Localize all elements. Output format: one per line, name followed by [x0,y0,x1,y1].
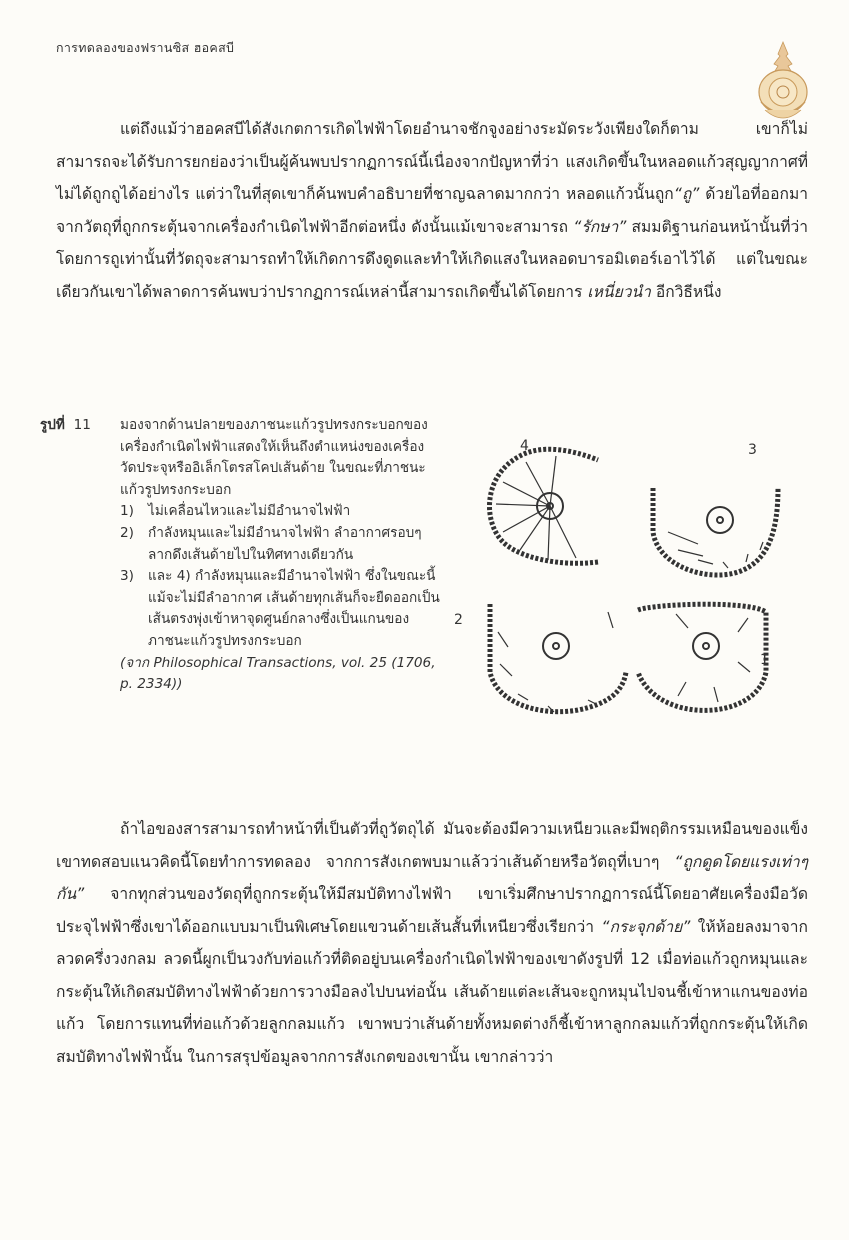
figure-label-4: 4 [520,438,529,454]
caption-item: 3) และ 4) กำลังหมุนและมีอำนาจไฟฟ้า ซึ่งในขณะนี้แม้จะไม่มีลำอากาศ เส้นด้ายทุกเส้นก็จะยืดออกเป็นเส้นตรงพุ่งเข้าหาจุดศูนย์กลางซึ่งเป็นแกนของภาชนะแก้วรูปทรงกระบอก [120,568,440,649]
emphasis-rub: “ถู” [673,185,700,203]
emphasis-induction: เหนี่ยวนำ [587,282,651,301]
caption-number: 11 [73,417,91,433]
figure-electroscope-diagram [448,432,808,732]
figure-label-1: 1 [760,652,769,668]
figure-label-2: 2 [454,612,463,628]
emphasis-thread-tuft: “กระจุกด้าย” [601,917,691,936]
university-seal-logo [752,40,814,122]
running-header: การทดลองของฟรานซิส ฮอคสบี [56,40,235,55]
figure-label-3: 3 [748,442,757,458]
figure-caption [40,415,440,696]
emphasis-keep: “รักษา” [573,217,627,236]
paragraph-1: แต่ถึงแม้ว่าฮอคสบีได้สังเกตการเกิดไฟฟ้าโดยอำนาจชักจูงอย่างระมัดระวังเพียงใดก็ตาม เขาก็ไม่สามารถจะได้รับการยกย่องว่าเป็นผู้ค้นพบปรากฏการณ์นี้เนื่องจากปัญหาที่ว่า แสงเกิดขึ้นในหลอดแก้วสุญญากาศที่ไม่ได้ถูกถูได้อย่างไร แต่ว่าในที่สุดเขาก็ค้นพบคำอธิบายที่ชาญฉลาดมากกว่า หลอดแก้วนั้นถูก“ถู” ด้วยไอที่ออกมาจากวัตถุที่ถูกกระตุ้นจากเครื่องกำเนิดไฟฟ้าอีกต่อหนึ่ง ดังนั้นแม้เขาจะสามารถ “รักษา” สมมติฐานก่อนหน้านั้นที่ว่า โดยการถูเท่านั้นที่วัตถุจะสามารถทำให้เกิดการดึงดูดและทำให้เกิดแสงในหลอดบารอมิเตอร์เอาไว้ได้ แต่ในขณะเดียวกันเขาได้พลาดการค้นพบว่าปรากฏการณ์เหล่านี้สามารถเกิดขึ้นได้โดยการ เหนี่ยวนำ อีกวิธีหนึ่ง [56,120,808,301]
caption-item: 2) กำลังหมุนและไม่มีอำนาจไฟฟ้า ลำอากาศรอบๆลากดึงเส้นด้ายไปในทิศทางเดียวกัน [120,524,422,563]
caption-label: รูปที่ [40,417,65,433]
emphasis-attracted-equally: “ถูกดูดโดยแรงเท่าๆกัน” [56,852,808,903]
caption-item: 1) ไม่เคลื่อนไหวและไม่มีอำนาจไฟฟ้า [120,503,351,520]
figure-drawing [448,432,808,732]
paragraph-2: ถ้าไอของสารสามารถทำหน้าที่เป็นตัวที่ถูวัตถุได้ มันจะต้องมีความเหนียวและมีพฤติกรรมเหมือนของแข็ง เขาทดสอบแนวคิดนี้โดยทำการทดลอง จากการสังเกตพบมาแล้วว่าเส้นด้ายหรือวัตถุที่เบาๆ “ถูกดูดโดยแรงเท่าๆกัน” จากทุกส่วนของวัตถุที่ถูกกระตุ้นให้มีสมบัติทางไฟฟ้า เขาเริ่มศึกษาปรากฏการณ์นี้โดยอาศัยเครื่องมือวัดประจุไฟฟ้าซึ่งเขาได้ออกแบบมาเป็นพิเศษโดยแขวนด้ายเส้นสั้นที่เหนียวซึ่งเรียกว่า “กระจุกด้าย” ให้ห้อยลงมาจากลวดครึ่งวงกลม ลวดนี้ผูกเป็นวงกับท่อแก้วที่ติดอยู่บนเครื่องกำเนิดไฟฟ้าของเขาดังรูปที่ 12 เมื่อท่อแก้วถูกหมุนและกระตุ้นให้เกิดสมบัติทางไฟฟ้าด้วยการวางมือลงไปบนท่อนั้น เส้นด้ายแต่ละเส้นจะถูกหมุนไปจนชี้เข้าหาแกนของท่อแก้ว โดยการแทนที่ท่อแก้วด้วยลูกกลมแก้ว เขาพบว่าเส้นด้ายทั้งหมดต่างก็ชี้เข้าหาลูกกลมแก้วที่ถูกกระตุ้นให้เกิดสมบัติทางไฟฟ้านั้น ในการสรุปข้อมูลจากการสังเกตของเขานั้น เขากล่าวว่า [56,820,808,1066]
caption-source: (จาก Philosophical Transactions, vol. 25 (1706, p. 2334)) [120,654,436,693]
caption-intro: มองจากด้านปลายของภาชนะแก้วรูปทรงกระบอกของเครื่องกำเนิดไฟฟ้าแสดงให้เห็นถึงตำแหน่งของเครื่องวัดประจุหรืออิเล็กโตรสโคปเส้นด้าย ในขณะที่ภาชนะแก้วรูปทรงกระบอก [120,417,428,498]
